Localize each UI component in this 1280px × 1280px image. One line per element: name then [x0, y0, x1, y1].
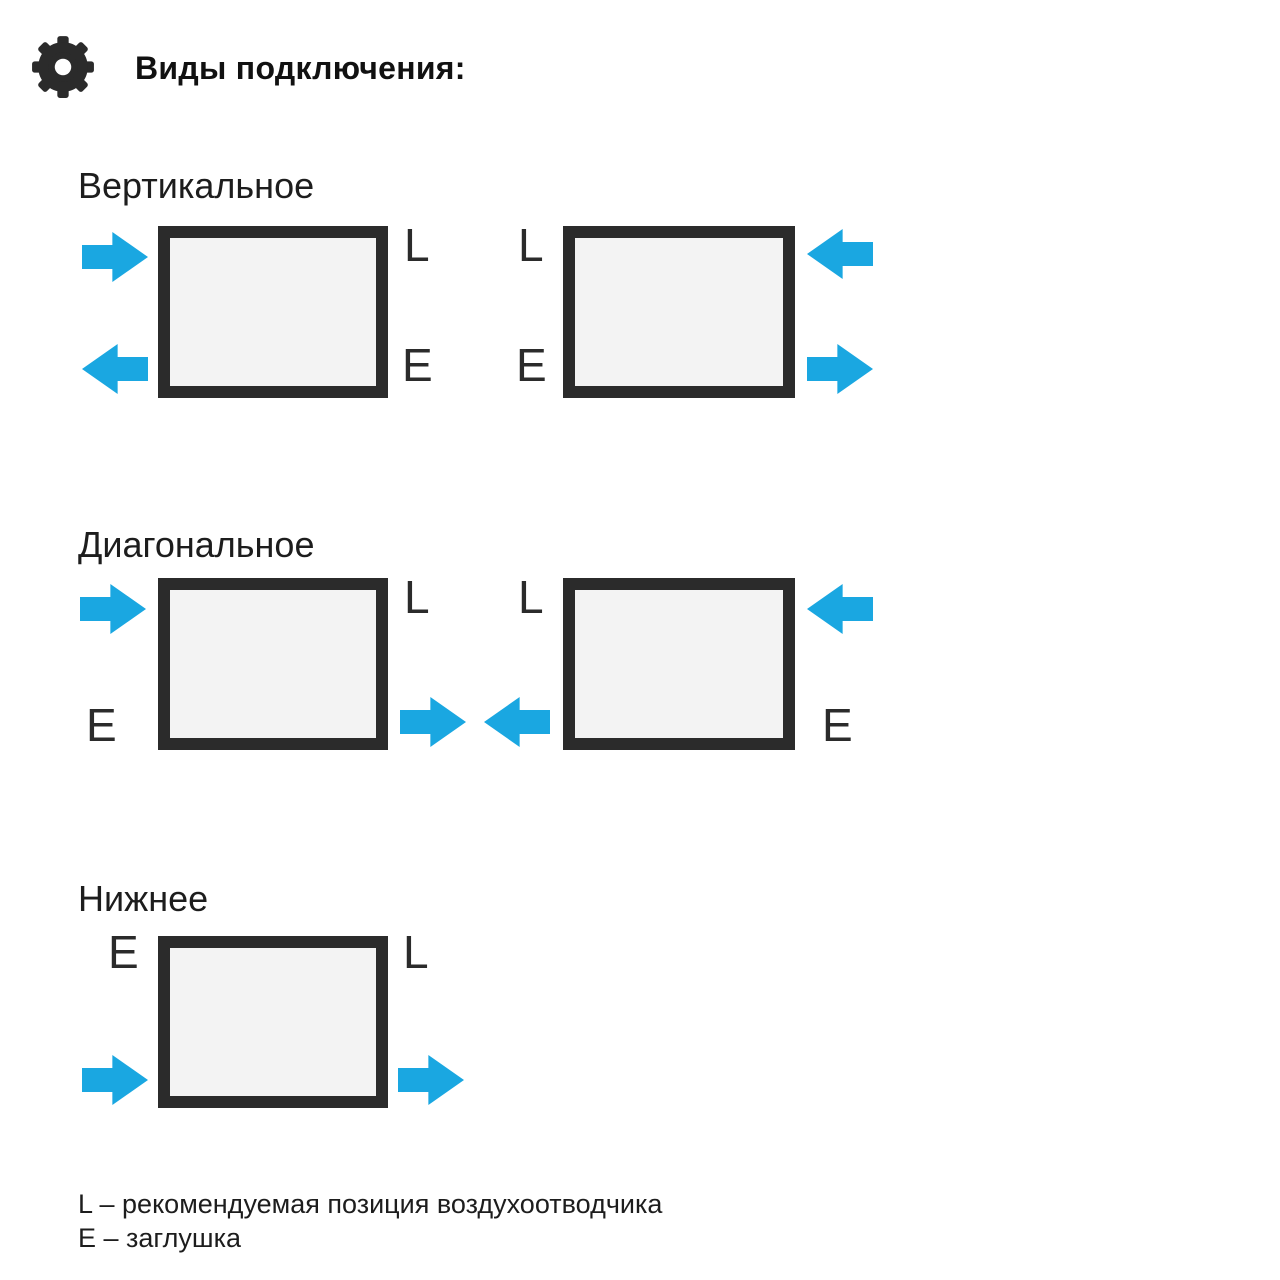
arrow-right-icon [82, 232, 148, 282]
page-title: Виды подключения: [135, 50, 466, 86]
port-label-l: L [404, 571, 430, 623]
port-label-e: E [402, 339, 433, 391]
arrow-right-icon [807, 344, 873, 394]
gear-icon [30, 34, 96, 100]
legend-line-e: E – заглушка [78, 1223, 242, 1253]
arrow-left-icon [82, 344, 148, 394]
radiator-box [158, 226, 388, 398]
arrow-left-icon [484, 697, 550, 747]
section-title-bottom: Нижнее [78, 878, 209, 919]
arrow-right-icon [398, 1055, 464, 1105]
port-label-e: E [516, 339, 547, 391]
port-label-e: E [86, 699, 117, 751]
port-label-l: L [403, 926, 429, 978]
arrow-left-icon [807, 584, 873, 634]
radiator-box [563, 226, 795, 398]
section-title-diagonal: Диагональное [78, 524, 315, 565]
arrow-right-icon [80, 584, 146, 634]
legend-line-l: L – рекомендуемая позиция воздухоотводчика [78, 1189, 663, 1219]
port-label-l: L [518, 219, 544, 271]
port-label-l: L [518, 571, 544, 623]
radiator-box [158, 936, 388, 1108]
arrow-right-icon [82, 1055, 148, 1105]
arrow-right-icon [400, 697, 466, 747]
port-label-e: E [822, 699, 853, 751]
port-label-l: L [404, 219, 430, 271]
radiator-box [563, 578, 795, 750]
arrow-left-icon [807, 229, 873, 279]
section-title-vertical: Вертикальное [78, 165, 315, 206]
port-label-e: E [108, 926, 139, 978]
radiator-box [158, 578, 388, 750]
